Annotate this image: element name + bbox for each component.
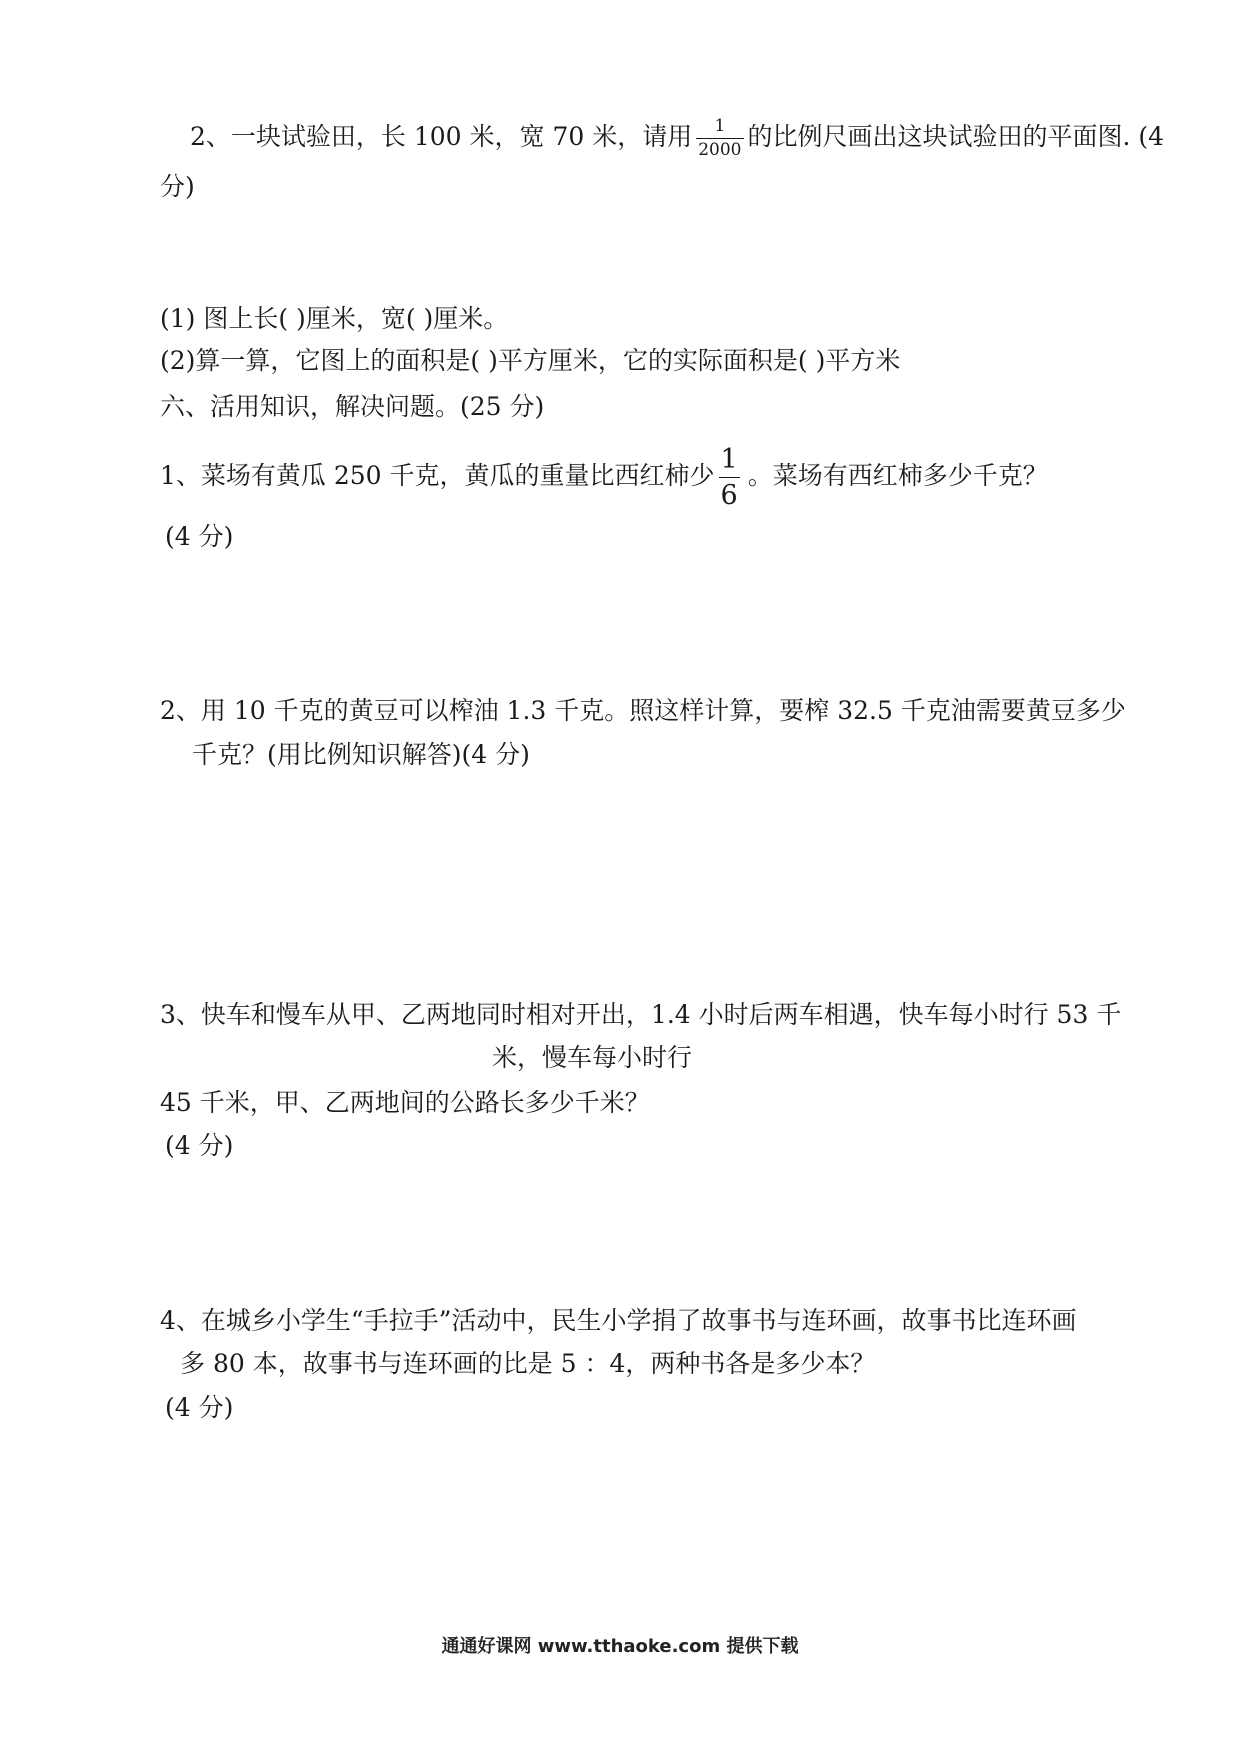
q1-line1 xyxy=(160,446,1048,509)
q1-fraction xyxy=(719,446,740,509)
page-footer: 通通好课网 www.tthaoke.com 提供下载 xyxy=(441,1636,799,1657)
q1-text-b: 。菜场有西红柿多少千克？ xyxy=(747,461,1048,490)
scale-fraction xyxy=(696,118,743,159)
q5-2-line1 xyxy=(190,118,1164,159)
q3-line1: 3、快车和慢车从甲、乙两地同时相对开出，1.4 小时后两车相遇，快车每小时行 53 千 xyxy=(160,1000,1122,1029)
scale-numerator: 1 xyxy=(696,118,743,139)
q5-2-line2 xyxy=(160,172,195,202)
q1-text-a: 1、菜场有黄瓜 250 千克，黄瓜的重量比西红柿少 xyxy=(160,461,715,490)
q5-2-sub2: (2)算一算，它图上的面积是( )平方厘米，它的实际面积是( )平方米 xyxy=(160,346,901,375)
q5-2-sub1: (1) 图上长( )厘米，宽( )厘米。 xyxy=(160,304,509,333)
section6-heading: 六、活用知识，解决问题。(25 分) xyxy=(160,392,545,421)
q4-score: (4 分) xyxy=(165,1393,234,1422)
q4-line2: 多 80 本，故事书与连环画的比是 5 ：4，两种书各是多少本？ xyxy=(180,1349,876,1378)
q3-score: (4 分) xyxy=(165,1131,234,1160)
q3-line3: 45 千米，甲、乙两地间的公路长多少千米？ xyxy=(160,1088,650,1117)
q3-line2: 米，慢车每小时行 xyxy=(492,1043,693,1072)
q2-line1: 2、用 10 千克的黄豆可以榨油 1.3 千克。照这样计算，要榨 32.5 千克油需要黄豆多少 xyxy=(160,696,1126,725)
q5-2-cont: 分) xyxy=(160,172,195,201)
scale-denominator: 2000 xyxy=(698,140,742,160)
q5-2-text-b: 的比例尺画出这块试验田的平面图. (4 xyxy=(747,122,1165,151)
q1-score: (4 分) xyxy=(165,522,234,551)
q4-line1: 4、在城乡小学生“手拉手”活动中，民生小学捐了故事书与连环画，故事书比连环画 xyxy=(160,1306,1077,1335)
q1-fraction-numerator: 1 xyxy=(719,446,740,478)
q5-2-text-a: 2、一块试验田，长 100 米，宽 70 米，请用 xyxy=(190,122,693,151)
q2-line2: 千克？(用比例知识解答)(4 分) xyxy=(192,740,530,769)
q1-fraction-denominator: 6 xyxy=(720,480,738,511)
